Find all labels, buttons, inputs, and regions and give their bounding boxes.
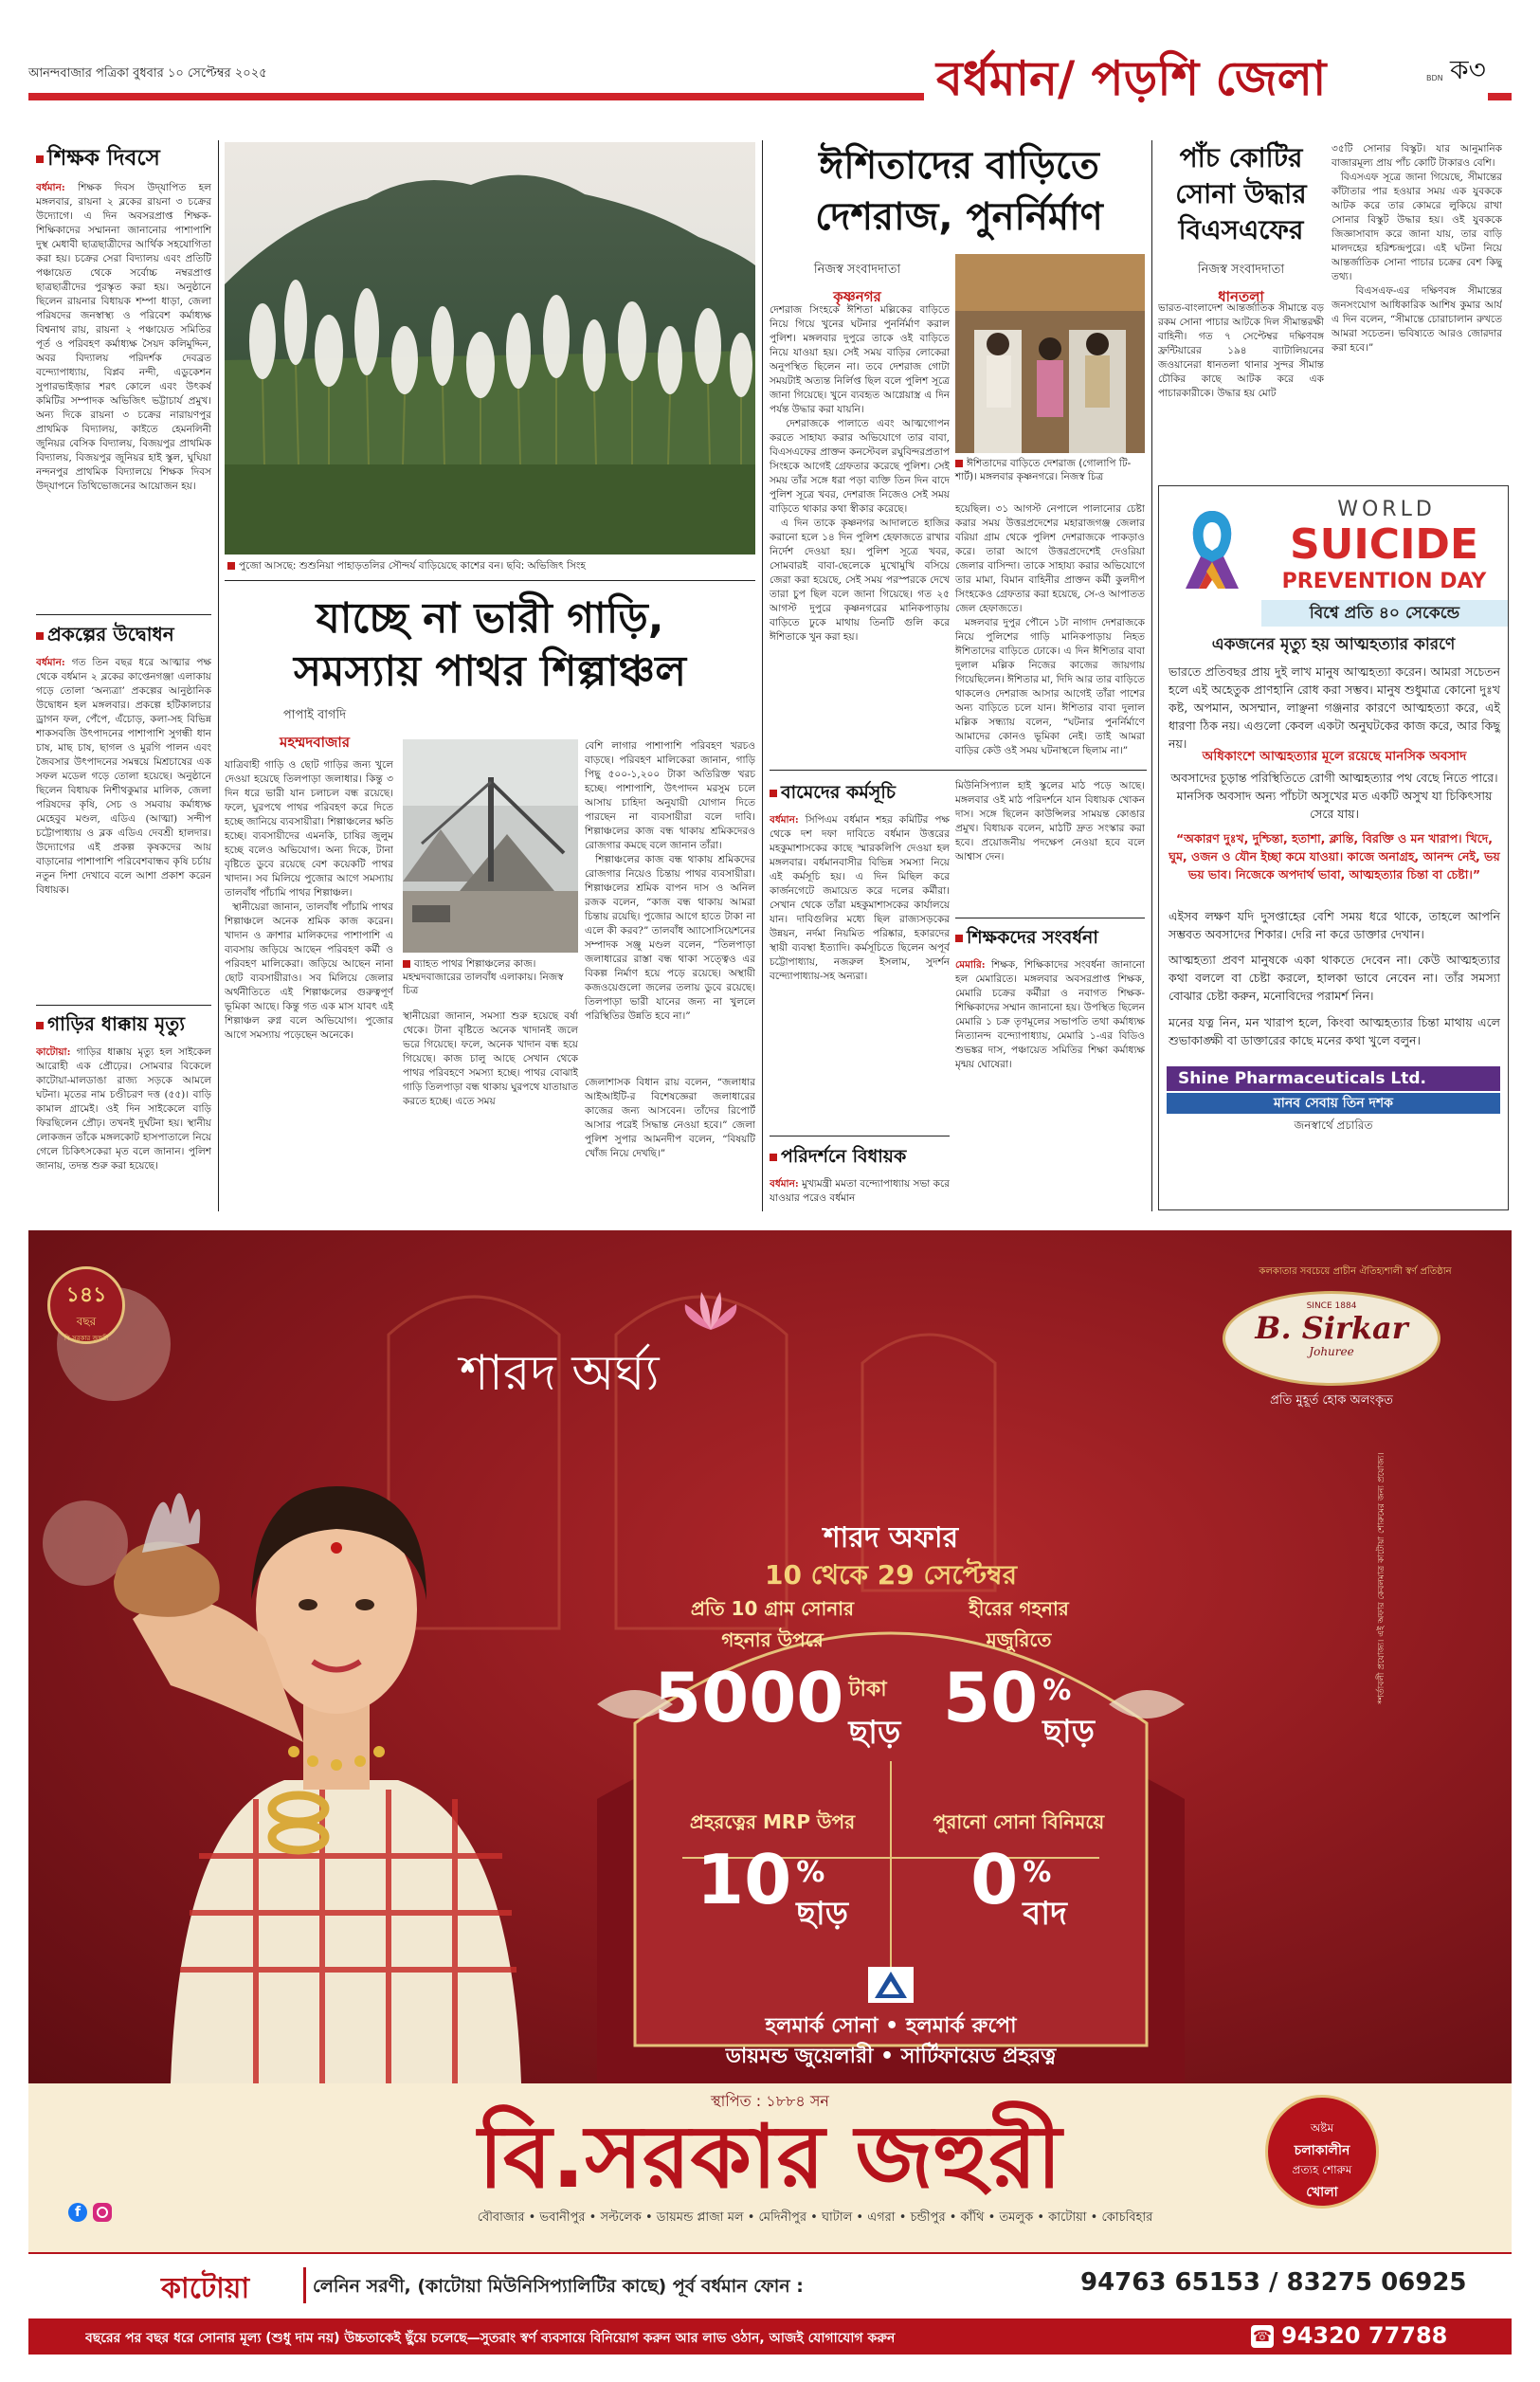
- offer-exchange-amount: 0: [970, 1840, 1019, 1919]
- masthead-red-rule-right: [1488, 93, 1512, 100]
- offer-gold: [654, 1595, 901, 1762]
- quarry-photo-caption: ব্যাহত পাথর শিল্পাঞ্চলের কাজ। মহম্মদবাজারের তালবাঁধ এলাকায়। নিজস্ব চিত্র: [403, 958, 564, 996]
- hallmark-icon: [867, 1966, 915, 2004]
- gold-byline-name: নিজস্ব সংবাদদাতা: [1197, 263, 1285, 277]
- ad-word-prevention: PREVENTION DAY: [1281, 570, 1487, 593]
- offer-gemstone: [654, 1809, 891, 1943]
- teacher-day-body: বর্ধমান: শিক্ষক দিবস উদ্‌যাপিত হল মঙ্গলবার, রায়না ২ ব্লকের রায়না ৩ চক্রের উদ্যোগে। এ দিন অবসরপ্রাপ্ত শিক্ষক-শিক্ষিকাদের সম্মাননা জানানোর পাশাপাশি দুস্থ মেধাবী ছাত্রছাত্রীদের আর্থিক সহযোগিতা করা হয়। চক্রের সেরা বিদ্যালয় এবং প্রতিটি পঞ্চায়েত থেকে সর্বোচ্চ নম্বরপ্রাপ্ত ছাত্রছাত্রীদের পুরস্কৃত করা হয়। অনুষ্ঠানে ছিলেন রায়নার বিধায়ক শম্পা ধাড়া, জেলা পরিষদের জনস্বাস্থ্য ও পরিবেশ কর্মাধ্যক্ষ বিশ্বনাথ রায়, রায়না ২ পঞ্চায়েত সমিতির পূর্ত ও পরিবহণ কর্মাধ্যক্ষ সৈয়দ কলিমুদ্দিন, অবর বিদ্যালয় পরিদর্শক দেবব্রত বন্দ্যোপাধ্যায়, বিপ্লব নন্দী, এডুকেশন সুপারভাইজ়ার শরৎ কোলে এবং উৎকর্ষ কমিটির সম্পাদক অভিজিৎ ভট্টাচার্য প্রমুখ। অন্য দিকে রায়না ৩ চক্রের নারায়ণপুর প্রাথমিক বিদ্যালয়, কাইতে হেমনলিনী জুনিয়র বেসিক বিদ্যালয়, বিজয়পুর প্রাথমিক বিদ্যালয়, বিজয়পুর জুনিয়র হাই স্কুল, ঘুঘিয়া নন্দনপুর প্রাথমিক বিদ্যালয়ে শিক্ষক দিবস উদ্‌যাপনে তিথিভোজনের আয়োজন হয়।: [36, 182, 211, 492]
- edition-code: BDN: [1426, 74, 1443, 82]
- brand-logo: [1223, 1291, 1440, 1386]
- masthead-red-rule-left: [28, 93, 924, 100]
- stone-col-2: বেশি লাগার পাশাপাশি পরিবহণ খরচও বাড়ছে। পরিবহণ মালিকেরা জানান, গাড়ি পিছু ৫০০-১,২০০ টাকা অতিরিক্ত খরচ হচ্ছে। পাশাপাশি, উৎপাদন মরসুম চলে আসায় চাহিদা অনুযায়ী যোগান দিতে পারছেন না ব্যবসায়ীরা বলে দাবি। শিল্পাঞ্চলের কাজ বন্ধ থাকায় শ্রমিকদেরও রোজগার কমছে বলে জানান তাঁরা। শিল্পাঞ্চলের কাজ বন্ধ থাকায় শ্রমিকদের রোজগার নিয়েও চিন্তায় পাথর ব্যবসায়ীরা। শিল্পাঞ্চলের শ্রমিক বাপন দাস ও অনিল রজক বলেন, “কাজ বন্ধ থাকায় আমরা চিন্তায় রয়েছি। পুজোর আগে হাতে টাকা না এলে কী করব?” তালবাঁধ অ্যাসোসিয়েশনের সম্পাদক সঞ্জু মণ্ডল বলেন, “তিলপাড়া জলাধারের রাস্তা বন্ধ থাকা সত্ত্বেও এর বিকল্প নির্মাণ হয়ে পড়ে রয়েছে। অস্থায়ী কজওয়েগুলো জলের তলায় ডুবে রয়েছে। তিলপাড়া ভারী যানের জন্য না খুললে পরিস্থিতির উন্নতি হবে না।”: [585, 740, 755, 1022]
- gold-headline-line-1: পাঁচ কোটির: [1179, 142, 1303, 173]
- bullet-square: [36, 1022, 44, 1029]
- column-rule: [218, 140, 219, 1211]
- stone-headline-line-1: যাচ্ছে না ভারী গাড়ি,: [316, 594, 664, 643]
- police-house-illustration: [955, 254, 1145, 453]
- open-badge: [1265, 2095, 1379, 2209]
- ishita-headline: [770, 140, 1149, 243]
- ad-company-bar: [1167, 1066, 1500, 1091]
- project-launch-story: [36, 621, 211, 1000]
- stone-col-1: যাত্রিবাহী গাড়ি ও ছোট গাড়ির জন্য খুলে দেওয়া হয়েছে তিলপাড়া জলাধার। কিন্তু ৩ দিন ধরে ভারী যান চলাচল বন্ধ রয়েছে। ফলে, ঘুরপথে পাথর পরিবহণ করে দিতে হচ্ছে জানিয়ে ব্যবসায়ীরা। শিল্পাঞ্চলের ক্ষতি হচ্ছে। ব্যবসায়ীদের এমনকি, চাষির জুলুম হচ্ছে বলেও অভিযোগ। অন্য দিকে, টানা বৃষ্টিতে ডুবে রয়েছে বেশ কয়েকটি পাথর খাদান। সব মিলিয়ে পুজোর আগে সমস্যায় তালবাঁধ পাঁচামি পাথর শিল্পাঞ্চল। স্থানীয়েরা জানান, তালবাঁধ পাঁচামি পাথর শিল্পাঞ্চলে অনেক শ্রমিক কাজ করেন। খাদান ও ক্রাশার মালিকদের পাশাপাশি এ ব্যবসায় জড়িয়ে আছেন পরিবহণ কর্মী ও পরিবহণ মালিকেরা। জড়িয়ে আছেন নানা ছোট ব্যবসায়ীরাও। সব মিলিয়ে জেলার অর্থনীতিতে এই শিল্পাঞ্চলের গুরুত্বপূর্ণ ভূমিকা আছে। কিন্তু গত এক মাস যাবৎ এই শিল্পাঞ্চল রুগ্ন বলে অভিযোগ। পুজোর আগে সমস্যায় পড়েছেন অনেকে।: [225, 759, 393, 1041]
- offer-diamond-label-2: মজুরিতে: [986, 1628, 1052, 1651]
- ishita-headline-line-2: দেশরাজ, পুনর্নির্মাণ: [815, 195, 1103, 239]
- teacher-honour-body: মেমারি: শিক্ষক, শিক্ষিকাদের সংবর্ধনা জানানো হল মেমারিতে। মঙ্গলবার অবসরপ্রাপ্ত শিক্ষক, মেমারি চক্রের কর্মীরা ও নবাগত শিক্ষক-শিক্ষিকাদের সম্মান জানানো হয়। উপস্থিত ছিলেন মেমারি ১ চক্র তৃণমূলের সভাপতি তথা কর্মাধ্যক্ষ নিত্যানন্দ বন্দ্যোপাধ্যায়, মেমারি ১-এর বিডিও শুভঙ্কর দাস, পঞ্চায়েত সমিতির শিক্ষা কর্মাধ্যক্ষ মৃন্ময় ঘোষেরা।: [955, 959, 1145, 1070]
- offer-gemstone-suffix: ছাড়: [796, 1894, 849, 1933]
- divider: [36, 1005, 211, 1006]
- hallmark-line-2: ডায়মন্ড জুয়েলারী • সার্টিফায়েড প্রহরত্ন: [725, 2045, 1057, 2068]
- offer-exchange-unit: %: [1023, 1855, 1052, 1889]
- offer-diamond-amount: 50: [942, 1658, 1039, 1737]
- festive-title: শারদ অর্ঘ্য: [460, 1345, 660, 1402]
- ad-tagline-1: বিশ্বে প্রতি ৪০ সেকেন্ডে: [1261, 600, 1508, 627]
- suicide-prevention-ad: [1158, 485, 1509, 1210]
- accident-body: কাটোয়া: গাড়ির ধাক্কায় মৃত্যু হল সাইকেল আরোহী এক প্রৌঢ়ের। সোমবার বিকেলে কাটোয়া-মালডাঙা রাজ্য সড়কে আমলে ঘটনা। মৃতের নাম চণ্ডীচরণ দত্ত (৫৫)। বাড়ি কামাল গ্রামেই। ওই দিন সাইকেলে বাড়ি ফিরছিলেন প্রৌঢ়। তখনই দুর্ঘটনা হয়। স্থানীয় লোকজন তাঁকে মঙ্গলকোট হাসপাতালে নিয়ে গেলে চিকিৎসকেরা মৃত বলে জানান। পুলিশ জানায়, তদন্ত শুরু করা হয়েছে।: [36, 1046, 211, 1172]
- quarry-illustration: [403, 739, 578, 953]
- ad-company-name: Shine Pharmaceuticals Ltd.: [1178, 1069, 1426, 1088]
- left-meeting-story: [770, 779, 950, 1130]
- open-badge-line-1: অষ্টম: [1310, 2121, 1334, 2135]
- bullet-square: [36, 632, 44, 640]
- offer-gemstone-amount: 10: [696, 1840, 792, 1919]
- stone-col-4: জেলাশাসক বিধান রায় বলেন, “জলাধার আইআইটি-র বিশেষজ্ঞেরা জলাধারের কাজের জন্য আসবেন। তাঁদের রিপোর্ট আসার পরেই সিদ্ধান্ত নেওয়া হবে।” জেলা পুলিশ সুপার আমনদীপ বলেন, “বিষয়টি খোঁজ নিয়ে দেখছি।”: [585, 1077, 755, 1159]
- stone-col-3: স্থানীয়েরা জানান, সমস্যা শুরু হয়েছে বর্ষা থেকে। টানা বৃষ্টিতে অনেক খাদানই জলে ভরে গিয়েছে। ফলে, অনেক খাদান বন্ধ হয়ে গিয়েছে। কাজ চালু আছে সেখান থেকে পাথর পরিবহণে সমস্যা হচ্ছে। পাথর বোঝাই গাড়ি তিলপাড়া বন্ধ থাকায় ঘুরপথে যাতায়াত করতে হচ্ছে। এতে সময়: [403, 1010, 578, 1107]
- ad-para-2: অবসাদের চূড়ান্ত পরিস্থিতিতে রোগী আত্মহত্যার পথ বেছে নিতে পারে। মানসিক অবসাদ অন্য পাঁচটা অসুখের মত একটি অসুখ যা চিকিৎসায় সেরে যায়।: [1170, 771, 1498, 821]
- hallmark-line-1: হলমার্ক সোনা • হলমার্ক রুপো: [765, 2014, 1017, 2038]
- bottom-strip: [28, 2318, 1512, 2355]
- shop-name: বি.সরকার জহুরী: [478, 2106, 1062, 2208]
- masthead-dateline: আনন্দবাজার পত্রিকা বুধবার ১০ সেপ্টেম্বর ২০২৫: [28, 66, 267, 81]
- model-with-diya-illustration: [114, 1420, 559, 2083]
- column-rule: [1151, 140, 1152, 1211]
- ishita-col-1: দেশরাজ সিংহকে ঈশিতা মল্লিকের বাড়িতে নিয়ে গিয়ে খুনের ঘটনার পুনর্নির্মাণ করাল পুলিশ। মঙ্গলবার দুপুরে তাকে ওই বাড়িতে নিয়ে যাওয়া হয়। সেই সময় বাড়ির লোকেরা অনুপস্থিত ছিলেন না। তবে দেশরাজ গোটা সময়টাই অত্যন্ত নির্লিপ্ত ছিল বলে পুলিশ সূত্রে জানা গিয়েছে। খুনে ব্যবহৃত আগ্নেয়াস্ত্র এ দিন পর্যন্ত উদ্ধার করা যায়নি। দেশরাজকে পালাতে এবং আত্মগোপন করতে সাহায্য করার অভিযোগে তার বাবা, বিএসএফের প্রাক্তন কনস্টেবল রঘুবিন্দরপ্রতাপ সিংহকে আগেই গ্রেফতার করেছে পুলিশ। সেই সময় তাঁর সঙ্গে ধরা পড়া ব্যক্তি তিন দিন বাদে পুলিশ সূত্রে খবর, দেশরাজ নিজেও সেই সময় বাড়িতে থাকার কথা স্বীকার করেছে। এ দিন তাকে কৃষ্ণনগর আদালতে হাজির করানো হলে ১৪ দিন পুলিশ হেফাজতে রাখার নির্দেশ দেওয়া হয়। পুলিশ সূত্রে খবর, সোমবারই বাবা-ছেলেকে মুখোমুখি বসিয়ে জেরা করা হয়েছে, সেই সময় পরস্পরকে দেখে তারা চুপ ছিল বলে জানা গিয়েছে। গত ২৫ আগস্ট দুপুরে কৃষ্ণনগরের মানিকপাড়ায় বাড়িতে ঢুকে মাথায় তিনটি গুলি করে ঈশিতাকে খুন করা হয়।: [770, 304, 950, 643]
- contact-strip: [28, 2252, 1512, 2318]
- phone-icon: ☎: [1251, 2325, 1274, 2348]
- bullet-square: [770, 1154, 777, 1161]
- bullet-square: [955, 935, 963, 942]
- ad-tagline-2: একজনের মৃত্যু হয় আত্মহত্যার কারণে: [1211, 635, 1456, 654]
- stone-headline: [225, 592, 755, 699]
- offer-dates: 10 থেকে 29 সেপ্টেম্বর: [764, 1559, 1018, 1591]
- brand-slogan: প্রতি মুহূর্ত হোক অলংকৃত: [1270, 1393, 1393, 1408]
- ad-highlight-2: “অকারণ দুঃখ, দুশ্চিন্তা, হতাশা, ক্লান্তি, বিরক্তি ও মন খারাপ। খিদে, ঘুম, ওজন ও যৌন ইচ্ছা কমে যাওয়া। কাজে অনাগ্রহ, আনন্দ নেই, ভয় ভয় ভাব। নিজেকে অপদার্থ ভাবা, আত্মহত্যার চিন্তা বা চেষ্টা।”: [1169, 831, 1500, 882]
- shop-banner: [28, 2083, 1512, 2252]
- gold-col-1: ভারত-বাংলাদেশ আন্তর্জাতিক সীমান্তে বড় রকম সোনা পাচার আটকে দিল সীমান্তরক্ষী বাহিনী। গত ৭ সেপ্টেম্বর দক্ষিণবঙ্গ ফ্রন্টিয়ারের ১৯৪ ব্যাটালিয়নের জওয়ানেরা ধানতলা থানার সুন্দর সীমান্ত চৌকির কাছে আটক করে এক পাচারকারীকে। উদ্ধার হয় মোট: [1158, 302, 1324, 399]
- ad-para-5: মনের যত্ন নিন, মন খারাপ হলে, কিংবা আত্মহত্যার চিন্তা মাথায় এলে শুভাকাঙ্ক্ষী বা ডাক্তারের কাছে মনের কথা খুলে বলুন।: [1169, 1015, 1500, 1047]
- instagram-icon[interactable]: [93, 2203, 112, 2222]
- offer-gold-label-2: গহনার উপরে: [721, 1628, 824, 1651]
- ad-public-interest: জনস্বার্থে প্রচারিত: [1294, 1118, 1373, 1132]
- accident-story: [36, 1010, 211, 1209]
- terms-note: *শর্তাবলী প্রযোজ্য। এই অফার কেবলমাত্র কাটোয়া শোরুমের জন্য প্রযোজ্য।: [1377, 1452, 1386, 1704]
- brand-since: SINCE 1884: [1306, 1301, 1357, 1311]
- phone-numbers: 94763 65153 / 83275 06925: [1080, 2268, 1467, 2297]
- offer-gold-label-1: প্রতি 10 গ্রাম সোনার: [690, 1597, 855, 1620]
- city-separator: [303, 2267, 306, 2303]
- school-note: মিউনিসিপ্যাল হাই স্কুলের মাঠ পড়ে আছে। মঙ্গলবার ওই মাঠ পরিদর্শনে যান বিধায়ক খোকন দাস। সঙ্গে ছিলেন কাউন্সিলর সাময়ন্ত কোঙার প্রমুখ। বিধায়ক বলেন, মাঠটি দ্রুত সংস্কার করা হবে। প্রয়োজনীয় পদক্ষেপ নেওয়া হবে বলে আশ্বাস দেন।: [955, 780, 1145, 863]
- ishita-col-2: হয়েছিল। ৩১ আগস্ট নেপালে পালানোর চেষ্টা করার সময় উত্তরপ্রদেশের মহারাজগঞ্জ জেলার বরিয়া গ্রাম থেকে পুলিশ দেশরাজকে পাকড়াও করে। তারা আগে উত্তরপ্রদেশেই দেওরিয়া জেলার বাসিন্দা। তাকে সাহায্য করার অভিযোগে তার মামা, বিমান বাহিনীর প্রাক্তন কর্মী কুলদীপ সিংহকেও গ্রেফতার করা হয়েছে, সে-ও আপাতত জেল হেফাজতে। মঙ্গলবার দুপুর পৌনে ১টা নাগাদ দেশরাজকে নিয়ে পুলিশের গাড়ি মানিকপাড়ায় নিহত ঈশিতাদের বাড়িতে ঢোকে। এ দিন ঈশিতার বাবা দুলাল মল্লিক নিজের কাজের জায়গায় গিয়েছিলেন। ঈশিতার মা, দিদি আর তার বাড়িতে থাকলেও দেশরাজ আসার আগেই তাঁরা পাশের অন্য বাড়িতে চলে যান। ঈশিতার বাবা দুলাল মল্লিক সন্ধ্যায় বলেন, “ঘটনার পুনর্নির্মাণে আমাদের কোনও ভূমিকা নেই। তাই আমরা বাড়ির কেউ ওই সময় ঘটনাস্থলে ছিলাম না।”: [955, 503, 1145, 756]
- offer-gold-unit: টাকা: [848, 1677, 887, 1701]
- project-launch-body: বর্ধমান: গত তিন বছর ধরে আত্মার পক্ষ থেকে বর্ধমান ২ ব্লকের কাপ্তেনগঞ্জা এলাকায় গড়ে তোলা ‘অন্যত্রা’ প্রকল্পের আনুষ্ঠানিক উদ্বোধন হল মঙ্গলবার। প্রকল্পে হটিকালচার ড্রাগন ফল, পেঁপে, এঁচোড়, কলা-সহ বিভিন্ন শাকসবজি উৎপাদনের পাশাপাশি সুগন্ধী ধান চাষ, মাছ চাষ, ছাগল ও মুরগি পালন এবং জৈবসার উৎপাদনের সমন্বয়ে মিশ্রচাষের এক সফল মডেল গড়ে তোলা হয়েছে। অনুষ্ঠানে ছিলেন বিধায়ক নিশীথকুমার মালিক, জেলা পরিষদের কৃষি, সেচ ও সমবায় কর্মাধ্যক্ষ মেহেবুব মণ্ডল, এডিএ (আত্মা) সন্দীপ চট্টোপাধ্যায় ও ব্লক এডিএ দেবশ্রী হালদার। উদ্যোগের এই প্রকল্প কৃষকদের আয় বাড়ানোর পাশাপাশি পরিবেশবান্ধব কৃষি চর্চায় নতুন দিশা দেখাবে বলে আশা প্রকাশ করেন বিধায়ক।: [36, 657, 211, 896]
- landscape-illustration: [225, 142, 755, 555]
- ribbon-icon: [1169, 501, 1256, 596]
- ad-para-3: এইসব লক্ষণ যদি দুসপ্তাহের বেশি সময় ধরে থাকে, তাহলে আপনি সম্ভবত অবসাদের শিকার। দেরি না করে ডাক্তার দেখান।: [1169, 909, 1500, 941]
- years-badge-word: বছর: [76, 1315, 97, 1328]
- ad-word-world: WORLD: [1337, 498, 1436, 521]
- project-launch-heading: প্রকল্পের উদ্বোধন: [36, 621, 211, 652]
- quarry-photo: [403, 739, 578, 953]
- offer-diamond-suffix: ছাড়: [1042, 1712, 1096, 1751]
- stone-byline: [225, 706, 405, 755]
- section-title: বর্ধমান/ পড়শি জেলা: [936, 51, 1327, 106]
- bullet-square: [770, 790, 777, 797]
- mla-visit-story: [770, 1143, 950, 1209]
- ad-word-suicide: SUICIDE: [1289, 520, 1479, 569]
- mla-visit-heading: পরিদর্শনে বিধায়ক: [770, 1143, 950, 1173]
- years-badge-number: ১৪১: [65, 1283, 107, 1307]
- open-badge-line-4: খোলা: [1306, 2185, 1338, 2200]
- ishita-photo: [955, 254, 1145, 453]
- ad-para-4: আত্মহত্যা প্রবণ মানুষকে একা থাকতে দেবেন না। কেউ আত্মহত্যার কথা বললে বা চেষ্টা করলে, হালকা ভাবে নেবেন না। তাঁর সমস্যা বোঝার চেষ্টা করুন, মনোবিদের পরামর্শ নিন।: [1169, 953, 1500, 1003]
- accident-heading: গাড়ির ধাক্কায় মৃত্যু: [36, 1010, 211, 1042]
- teacher-honour-heading: শিক্ষকদের সংবর্ধনা: [955, 924, 1145, 955]
- gold-col-2: ৩৫টি সোনার বিস্কুট। যার আনুমানিক বাজারমূল্য প্রায় পাঁচ কোটি টাকারও বেশি। বিএসএফ সূত্রে জানা গিয়েছে, সীমান্তের কাঁটাতার পার হওয়ার সময় এক যুবককে আটক করে তার কোমরে লুকিয়ে রাখা সোনার বিস্কুট উদ্ধার হয়। ওই যুবককে জিজ্ঞাসাবাদ করে জানা যায়, তার বাড়ি মালদহের হরিশ্চন্দ্রপুরে। এই ঘটনা নিয়ে আন্তর্জাতিক সোনা পাচার চক্রের বেশ কিছু তথ্য। বিএসএফ-এর দক্ষিণবঙ্গ সীমান্তের জনসংযোগ আধিকারিক আশিষ কুমার আর্য এ দিন বলেন, “সীমান্তে চোরাচালান রুখতে আমরা সচেতন। ভবিষ্যতে আরও জোরদার করা হবে।”: [1332, 143, 1502, 354]
- address-text: লেনিন সরণী, (কাটোয়া মিউনিসিপ্যালিটির কাছে) পূর্ব বর্ধমান ফোন :: [313, 2276, 804, 2297]
- offer-diamond-unit: %: [1042, 1673, 1072, 1707]
- gold-headline: [1158, 140, 1324, 248]
- gold-headline-line-2: সোনা উদ্ধার: [1175, 178, 1307, 209]
- bottom-phone: 94320 77788: [1281, 2322, 1448, 2349]
- divider: [36, 614, 211, 615]
- offer-diamond: [905, 1595, 1132, 1761]
- offer-gemstone-label: প্রহরত্নের MRP উপর: [689, 1810, 856, 1833]
- bottom-line-text: বছরের পর বছর ধরে সোনার মূল্য (শুধু দাম নয়) উচ্চতাকেই ছুঁয়ে চলেছে—সুতরাং স্বর্ণ ব্যবসায়ে বিনিয়োগ করুন আর লাভ ওঠান, আজই যোগাযোগ করুন: [85, 2331, 896, 2346]
- open-badge-line-2: চলাকালীন: [1294, 2143, 1350, 2158]
- ad-company-tag: মানব সেবায় তিন দশক: [1274, 1096, 1393, 1111]
- stone-byline-place: মহম্মদবাজার: [280, 734, 350, 751]
- jewellery-ad: [28, 1230, 1512, 2083]
- open-badge-line-3: প্রত্যহ শোরুম: [1292, 2163, 1352, 2176]
- offer-exchange: [905, 1809, 1132, 1943]
- offer-diamond-label-1: হীরের গহনার: [969, 1597, 1069, 1620]
- lotus-icon: [678, 1278, 744, 1335]
- offer-gold-suffix: ছাড়: [848, 1713, 901, 1752]
- brand-name: B. Sirkar: [1255, 1310, 1408, 1346]
- ishita-byline-place: কৃষ্ণনগর: [833, 288, 881, 305]
- ad-para-1: ভারতে প্রতিবছর প্রায় দুই লাখ মানুষ আত্মহত্যা করেন। আমরা সচেতন হলে এই অহেতুক প্রাণহানি রোধ করা সম্ভব। মানুষ শুধুমাত্র কোনো দুঃখ কষ্ট, অপমান, অসম্মান, লাঞ্ছনা গঞ্জনার কারণে আত্মহত্যা করে, এই ধারণা ঠিক নয়। এগুলো কেবল একটা অনুঘটকের কাজ করে, আর কিছু নয়।: [1169, 664, 1500, 751]
- teacher-day-heading: শিক্ষক দিবসে: [36, 140, 211, 177]
- brand-tag-top: কলকাতার সবচেয়ে প্রাচীন ঐতিহ্যশালী স্বর্ণ প্রতিষ্ঠান: [1259, 1266, 1452, 1277]
- masthead: [28, 38, 1512, 133]
- city-name: কাটোয়া: [161, 2272, 250, 2305]
- left-meeting-heading: বামেদের কর্মসূচি: [770, 779, 950, 809]
- ad-company-tag-bar: [1167, 1093, 1500, 1114]
- offer-title: শারদ অফার: [823, 1521, 959, 1555]
- gold-headline-line-3: বিএসএফের: [1178, 214, 1304, 245]
- ishita-photo-caption: ঈশিতাদের বাড়িতে দেশরাজ (গোলাপি টি-শার্ট)। মঙ্গলবার কৃষ্ণনগরে। নিজস্ব চিত্র: [955, 458, 1132, 482]
- kash-photo-caption: পুজো আসছে: শুশুনিয়া পাহাড়তলির সৌন্দর্য বাড়িয়েছে কাশের বন। ছবি: অভিজিৎ সিংহ: [227, 559, 753, 573]
- stone-headline-line-2: সমস্যায় পাথর শিল্পাঞ্চল: [294, 647, 686, 696]
- page-number: ক৩: [1450, 54, 1486, 85]
- divider: [225, 580, 755, 581]
- teacher-day-story: [36, 140, 211, 614]
- years-badge-brand: বি.সরকার জহুরী: [63, 1335, 109, 1342]
- stone-byline-name: পাপাই বাগদি: [282, 708, 347, 722]
- offer-gold-amount: 5000: [654, 1658, 844, 1737]
- teacher-honour-story: [955, 924, 1145, 1209]
- caption-marker: [403, 960, 410, 968]
- offer-exchange-suffix: বাদ: [1023, 1894, 1067, 1933]
- mla-visit-body: বর্ধমান: মুখ্যমন্ত্রী মমতা বন্দ্যোপাধ্যায় সভা করে যাওয়ার পরেও বর্ধমান: [770, 1178, 950, 1204]
- offer-exchange-label: পুরানো সোনা বিনিময়ে: [933, 1810, 1105, 1833]
- bullet-square: [36, 155, 44, 163]
- facebook-icon[interactable]: f: [68, 2203, 87, 2222]
- ishita-headline-line-1: ঈশিতাদের বাড়িতে: [819, 144, 1099, 188]
- column-rule: [762, 140, 763, 1211]
- offer-gemstone-unit: %: [796, 1855, 825, 1889]
- kash-photo: [225, 142, 755, 555]
- brand-sub: Johuree: [1309, 1345, 1354, 1358]
- caption-marker: [955, 460, 963, 467]
- ishita-byline-name: নিজস্ব সংবাদদাতা: [813, 263, 901, 277]
- established-line: স্থাপিত : ১৮৮৪ সন: [711, 2092, 829, 2110]
- left-meeting-body: বর্ধমান: সিপিএম বর্ধমান শহর কমিটির পক্ষ থেকে দশ দফা দাবিতে বর্ধমান উত্তরের মহকুমাশাসকের কাছে স্মারকলিপি দেওয়া হল মঙ্গলবার। বর্ধমানবাসীর বিভিন্ন সমস্যা নিয়ে এই কর্মসূচি হয়। এ দিন মিছিল করে কার্জনগেটে জমায়েত করে দলের কর্মীরা। সেখান থেকে তাঁরা মহকুমাশাসকের কার্যালয়ে যান। দাবিগুলির মধ্যে ছিল রাজ্যসড়কের উন্নয়ন, নর্দমা নিয়মিত পরিষ্কার, হকারদের স্থায়ী ব্যবস্থা ইত্যাদি। কর্মসূচিতে ছিলেন অপূর্ব চট্টোপাধ্যায়, নজরুল ইসলাম, সুদর্শন বন্দ্যোপাধ্যায়-সহ অন্যরা।: [770, 814, 950, 982]
- gold-byline-place: ধানতলা: [1218, 288, 1264, 305]
- divider: [770, 770, 1147, 771]
- years-badge: [47, 1266, 125, 1344]
- ad-highlight-1: অধিকাংশে আত্মহত্যার মূলে রয়েছে মানসিক অবসাদ: [1202, 749, 1467, 764]
- caption-marker: [227, 562, 235, 570]
- branch-list: বৌবাজার • ভবানীপুর • সল্টলেক • ডায়মন্ড প্লাজা মল • মেদিনীপুর • ঘাটাল • এগরা • চন্ডীপুর • কাঁথি • তমলুক • কাটোয়া • কোচবিহার: [477, 2210, 1153, 2225]
